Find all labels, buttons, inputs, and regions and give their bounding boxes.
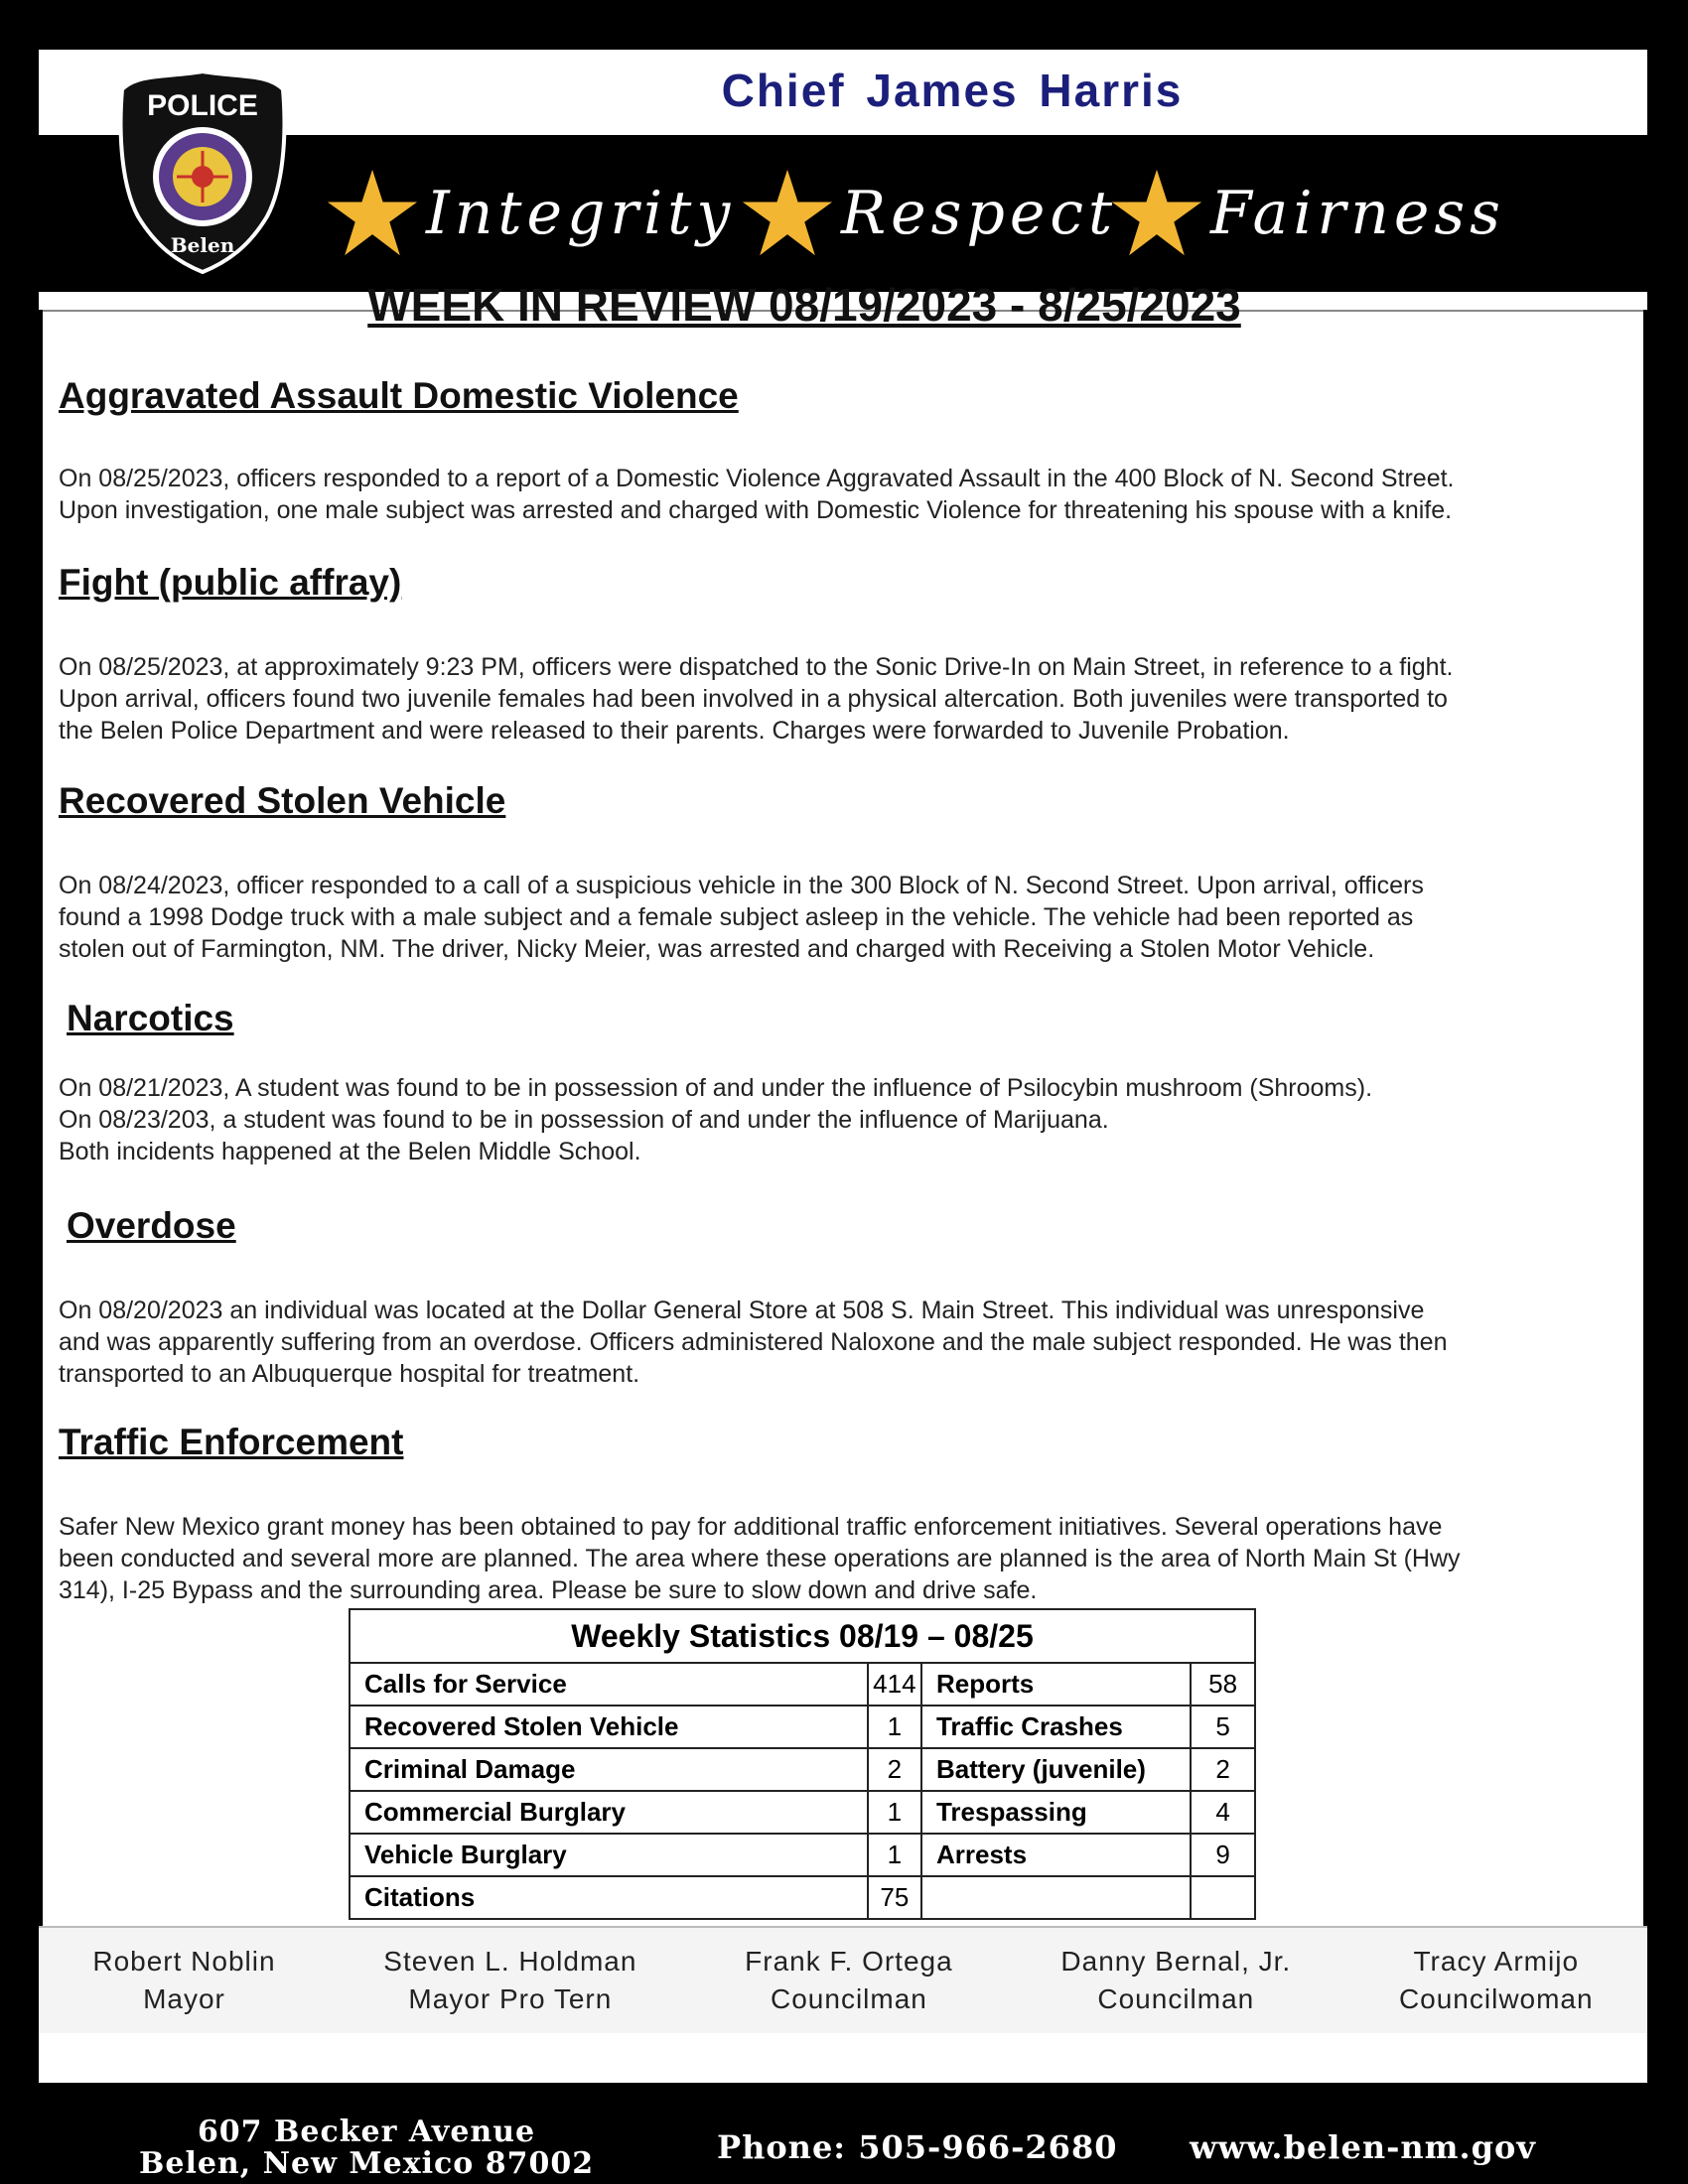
stat-label: Arrests — [921, 1834, 1191, 1876]
section-body-line: On 08/24/2023, officer responded to a call of a suspicious vehicle in the 300 Block of N. Second Street. Upon arrival, officers — [59, 872, 1424, 899]
section-body — [59, 463, 1637, 526]
stat-value: 1 — [868, 1706, 921, 1748]
stat-value: 2 — [868, 1748, 921, 1791]
stats-row — [350, 1748, 1255, 1791]
council-roster — [39, 1926, 1647, 2033]
stats-row — [350, 1663, 1255, 1706]
section-body-line: Safer New Mexico grant money has been obtained to pay for additional traffic enforcement initiatives. Several operations have — [59, 1513, 1443, 1541]
stat-label: Traffic Crashes — [921, 1706, 1191, 1748]
stat-label: Criminal Damage — [350, 1748, 868, 1791]
motto-item-respect — [740, 135, 1117, 292]
section-body-line: On 08/20/2023 an individual was located at the Dollar General Store at 508 S. Main Street. This individual was unresponsive — [59, 1297, 1425, 1324]
stats-row — [350, 1791, 1255, 1834]
stat-label: Recovered Stolen Vehicle — [350, 1706, 868, 1748]
section-body-line: stolen out of Farmington, NM. The driver, Nicky Meier, was arrested and charged with Receiving a Stolen Motor Vehicle. — [59, 935, 1375, 963]
section-heading: Fight (public affray) — [59, 562, 402, 603]
page-title: WEEK IN REVIEW 08/19/2023 - 8/25/2023 — [367, 279, 1241, 331]
member-role: Mayor Pro Tern — [408, 1983, 613, 2014]
section-body-line: found a 1998 Dodge truck with a male subject and a female subject asleep in the vehicle. The vehicle had been reported as — [59, 903, 1414, 931]
stat-value — [1191, 1876, 1255, 1919]
stats-row — [350, 1706, 1255, 1748]
section-body-line: and was apparently suffering from an overdose. Officers administered Naloxone and the male subject responded. He was then — [59, 1328, 1448, 1356]
stat-value: 75 — [868, 1876, 921, 1919]
badge-top-text: POLICE — [147, 89, 258, 122]
section-body — [59, 1072, 1637, 1167]
section-body — [59, 1295, 1637, 1390]
stat-label — [921, 1876, 1191, 1919]
council-member — [1060, 1943, 1291, 2018]
motto-item-fairness — [1109, 135, 1505, 292]
section-body-line: 314), I-25 Bypass and the surrounding area. Please be sure to slow down and drive safe. — [59, 1576, 1038, 1604]
address-line-2: Belen, New Mexico 87002 — [139, 2146, 595, 2181]
stats-title: Weekly Statistics 08/19 – 08/25 — [350, 1609, 1255, 1663]
council-member — [383, 1943, 636, 2018]
stat-label: Citations — [350, 1876, 868, 1919]
section-heading: Traffic Enforcement — [59, 1422, 404, 1462]
stat-value: 414 — [868, 1663, 921, 1706]
stat-value: 5 — [1191, 1706, 1255, 1748]
motto-item-integrity — [325, 135, 735, 292]
section-body-line: On 08/23/203, a student was found to be in possession of and under the influence of Marijuana. — [59, 1106, 1109, 1134]
badge-bottom-text: Belen — [170, 233, 235, 257]
section-body-line: Upon investigation, one male subject was arrested and charged with Domestic Violence for threatening his spouse with a knife. — [59, 496, 1453, 524]
section-body-line: been conducted and several more are planned. The area where these operations are planned is the area of North Main St (Hwy — [59, 1545, 1461, 1572]
section-body — [59, 651, 1637, 747]
stat-value: 58 — [1191, 1663, 1255, 1706]
member-name: Frank F. Ortega — [745, 1946, 953, 1977]
member-role: Mayor — [143, 1983, 225, 2014]
member-role: Councilman — [1097, 1983, 1255, 2014]
footer-website[interactable]: www.belen-nm.gov — [1190, 2128, 1536, 2166]
footer-address — [139, 2116, 594, 2180]
stats-row — [350, 1834, 1255, 1876]
member-role: Councilman — [771, 1983, 927, 2014]
section-body-line: On 08/25/2023, at approximately 9:23 PM, officers were dispatched to the Sonic Drive-In on Main Street, in reference to a fight. — [59, 653, 1454, 681]
stat-label: Reports — [921, 1663, 1191, 1706]
stat-value: 1 — [868, 1834, 921, 1876]
star-icon — [325, 166, 420, 261]
section-heading: Overdose — [67, 1205, 236, 1246]
member-name: Steven L. Holdman — [383, 1946, 637, 1977]
section-body-line: On 08/25/2023, officers responded to a report of a Domestic Violence Aggravated Assault in the 400 Block of N. Second Street. — [59, 465, 1455, 492]
stats-row — [350, 1876, 1255, 1919]
stat-label: Calls for Service — [350, 1663, 868, 1706]
stat-label: Trespassing — [921, 1791, 1191, 1834]
member-name: Danny Bernal, Jr. — [1060, 1946, 1292, 1977]
section-heading: Recovered Stolen Vehicle — [59, 780, 506, 821]
motto-word: Fairness — [1210, 179, 1505, 248]
star-icon — [1109, 166, 1204, 261]
chief-name: Chief James Harris — [721, 65, 1184, 116]
section-body-line: On 08/21/2023, A student was found to be in possession of and under the influence of Psilocybin mushroom (Shrooms). — [59, 1074, 1373, 1102]
footer — [0, 2085, 1688, 2184]
star-icon — [740, 166, 835, 261]
stat-value: 9 — [1191, 1834, 1255, 1876]
member-role: Councilwoman — [1398, 1983, 1594, 2014]
stat-value: 1 — [868, 1791, 921, 1834]
section-body-line: transported to an Albuquerque hospital for treatment. — [59, 1360, 640, 1388]
member-name: Robert Noblin — [92, 1946, 276, 1977]
council-member — [92, 1943, 275, 2018]
member-name: Tracy Armijo — [1413, 1946, 1580, 1977]
stat-label: Vehicle Burglary — [350, 1834, 868, 1876]
section-body-line: Both incidents happened at the Belen Middle School. — [59, 1138, 641, 1165]
weekly-statistics-table — [349, 1608, 1256, 1920]
stat-value: 4 — [1191, 1791, 1255, 1834]
address-line-1: 607 Becker Avenue — [197, 2115, 536, 2149]
stat-value: 2 — [1191, 1748, 1255, 1791]
motto-word: Integrity — [426, 179, 736, 248]
motto-word: Respect — [841, 179, 1118, 248]
stat-label: Commercial Burglary — [350, 1791, 868, 1834]
section-body-line: Upon arrival, officers found two juvenile females had been involved in a physical altercation. Both juveniles were transported to — [59, 685, 1448, 713]
footer-phone: Phone: 505-966-2680 — [717, 2128, 1118, 2166]
section-body — [59, 1511, 1637, 1606]
section-heading: Narcotics — [67, 998, 234, 1038]
section-heading: Aggravated Assault Domestic Violence — [59, 375, 739, 416]
police-badge-logo — [118, 68, 287, 276]
section-body-line: the Belen Police Department and were released to their parents. Charges were forwarded to Juvenile Probation. — [59, 717, 1290, 745]
section-body — [59, 870, 1637, 965]
stat-label: Battery (juvenile) — [921, 1748, 1191, 1791]
council-member — [1399, 1943, 1594, 2018]
council-member — [745, 1943, 953, 2018]
